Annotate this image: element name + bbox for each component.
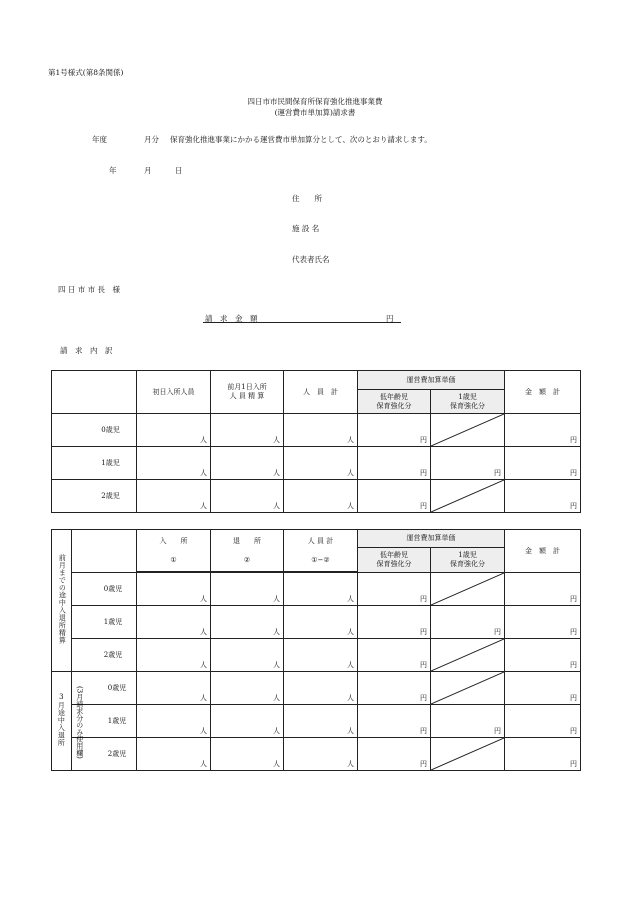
table-row (52, 447, 581, 480)
t1-row-label-2: 2歳児 (52, 480, 137, 513)
t1-amount-1[interactable]: 円 (505, 447, 581, 480)
table-row (52, 672, 581, 705)
t2-g2-amount-2[interactable]: 円 (505, 738, 581, 771)
t1-prevmonth-1[interactable]: 人 (211, 447, 284, 480)
t2-g1-one-year-2-disabled (431, 639, 505, 672)
date-day-label: 日 (175, 166, 183, 175)
form-label: 第1号様式(第8条関係) (48, 68, 124, 77)
t2-g2-one-year-1[interactable]: 円 (431, 705, 505, 738)
date-year-label: 年 (109, 166, 117, 175)
intro-month-label: 月分 (144, 135, 159, 144)
t1-col-total: 人 員 計 (284, 371, 358, 414)
t2-g2-one-year-2-disabled (431, 738, 505, 771)
table-row (52, 606, 581, 639)
representative-label: 代表者氏名 (292, 255, 330, 264)
t2-g1-amount-2[interactable]: 円 (505, 639, 581, 672)
t2-col-amount: 金 額 計 (505, 530, 581, 573)
t2-col-total: 人 員 計 ①−② (284, 530, 358, 572)
t2-group1-label: 前月までの途中入退所精算 (52, 530, 72, 672)
amount-unit: 円 (386, 314, 394, 323)
t2-g1-leave-2[interactable]: 人 (211, 639, 284, 672)
t1-total-0[interactable]: 人 (284, 414, 358, 447)
table-row (52, 573, 581, 606)
t2-g1-low-age-0[interactable]: 円 (358, 573, 431, 606)
breakdown-table-1 (51, 370, 581, 513)
t2-g2-amount-0[interactable]: 円 (505, 672, 581, 705)
addressee: 四 日 市 市 長 様 (58, 285, 121, 294)
t2-g2-total-2[interactable]: 人 (284, 738, 358, 771)
t1-initial-0[interactable]: 人 (137, 414, 211, 447)
t1-low-age-0[interactable]: 円 (358, 414, 431, 447)
t2-g2-leave-1[interactable]: 人 (211, 705, 284, 738)
table-row (52, 738, 581, 771)
t2-g1-total-1[interactable]: 人 (284, 606, 358, 639)
t2-g2-admit-2[interactable]: 人 (137, 738, 211, 771)
t2-g2-admit-0[interactable]: 人 (137, 672, 211, 705)
facility-label: 施 設 名 (292, 224, 320, 233)
intro-text: 保育強化推進事業にかかる運営費市単加算分として、次のとおり請求します。 (170, 135, 432, 144)
table-row (52, 480, 581, 513)
t2-g1-row-label-2: 2歳児 (72, 639, 137, 672)
t2-g2-leave-0[interactable]: 人 (211, 672, 284, 705)
date-month-label: 月 (144, 166, 152, 175)
t2-group2-note: (3月請求分のみ使用欄) (75, 685, 84, 759)
table-row (52, 639, 581, 672)
t1-amount-0[interactable]: 円 (505, 414, 581, 447)
t2-col-admit: 入 所 ① (137, 530, 211, 572)
t2-g1-amount-1[interactable]: 円 (505, 606, 581, 639)
table-row (52, 414, 581, 447)
t2-g1-admit-1[interactable]: 人 (137, 606, 211, 639)
t1-total-1[interactable]: 人 (284, 447, 358, 480)
t2-g2-low-age-0[interactable]: 円 (358, 672, 431, 705)
t2-g2-total-1[interactable]: 人 (284, 705, 358, 738)
breakdown-label: 請 求 内 訳 (60, 346, 113, 355)
t2-g1-admit-0[interactable]: 人 (137, 573, 211, 606)
t1-row-label-1: 1歳児 (52, 447, 137, 480)
t1-corner-cell (52, 371, 137, 414)
intro-year-label: 年度 (92, 135, 107, 144)
t1-col-amount: 金 額 計 (505, 371, 581, 414)
t1-total-2[interactable]: 人 (284, 480, 358, 513)
t1-initial-2[interactable]: 人 (137, 480, 211, 513)
t2-group2-label: 3月途中入退所 (52, 672, 72, 771)
document-title-line2: (運営費市単加算)請求書 (274, 108, 356, 117)
t1-row-label-0: 0歳児 (52, 414, 137, 447)
t1-col-low-age: 低年齢児 保育強化分 (358, 390, 431, 414)
t2-col-leave: 退 所 ② (211, 530, 284, 572)
table-row (52, 705, 581, 738)
t1-col-initial: 初日入所人員 (137, 371, 211, 414)
t2-g2-row-label-2: 2歳児 (72, 738, 137, 771)
t1-prevmonth-0[interactable]: 人 (211, 414, 284, 447)
t1-one-year-1[interactable]: 円 (431, 447, 505, 480)
t2-col-unit-price: 運営費加算単価 (358, 530, 505, 548)
t2-g2-total-0[interactable]: 人 (284, 672, 358, 705)
t1-initial-1[interactable]: 人 (137, 447, 211, 480)
t2-g1-admit-2[interactable]: 人 (137, 639, 211, 672)
t2-g1-one-year-1[interactable]: 円 (431, 606, 505, 639)
t2-g2-amount-1[interactable]: 円 (505, 705, 581, 738)
address-label: 住 所 (292, 194, 322, 203)
t1-col-unit-price: 運営費加算単価 (358, 371, 505, 390)
t2-g1-row-label-1: 1歳児 (72, 606, 137, 639)
t2-col-low-age: 低年齢児 保育強化分 (358, 548, 431, 573)
t2-g2-one-year-0-disabled (431, 672, 505, 705)
t2-g1-total-2[interactable]: 人 (284, 639, 358, 672)
t2-g1-total-0[interactable]: 人 (284, 573, 358, 606)
document-title-line1: 四日市市民間保育所保育強化推進事業費 (247, 97, 383, 106)
t1-col-prevmonth: 前月1日入所 人 員 精 算 (211, 371, 284, 414)
t2-g1-amount-0[interactable]: 円 (505, 573, 581, 606)
breakdown-table-2 (51, 529, 581, 771)
t2-g1-low-age-1[interactable]: 円 (358, 606, 431, 639)
t1-prevmonth-2[interactable]: 人 (211, 480, 284, 513)
t2-g1-leave-1[interactable]: 人 (211, 606, 284, 639)
t2-g2-row-label-1: 1歳児 (72, 705, 137, 738)
t2-g2-leave-2[interactable]: 人 (211, 738, 284, 771)
t2-g1-low-age-2[interactable]: 円 (358, 639, 431, 672)
t1-amount-2[interactable]: 円 (505, 480, 581, 513)
t1-one-year-2-disabled (431, 480, 505, 513)
t2-g1-leave-0[interactable]: 人 (211, 573, 284, 606)
t2-g2-low-age-1[interactable]: 円 (358, 705, 431, 738)
t2-g2-admit-1[interactable]: 人 (137, 705, 211, 738)
t2-corner-cell (72, 530, 137, 573)
t2-g1-row-label-0: 0歳児 (72, 573, 137, 606)
t1-one-year-0-disabled (431, 414, 505, 447)
t2-g2-low-age-2[interactable]: 円 (358, 738, 431, 771)
t1-low-age-2[interactable]: 円 (358, 480, 431, 513)
t2-col-one-year: 1歳児 保育強化分 (431, 548, 505, 573)
t1-low-age-1[interactable]: 円 (358, 447, 431, 480)
t2-g1-one-year-0-disabled (431, 573, 505, 606)
t2-g2-row-label-0: (3月請求分のみ使用欄) 0歳児 (72, 672, 137, 705)
amount-underline (203, 322, 401, 323)
amount-label: 請 求 金 額 (205, 314, 258, 323)
t1-col-one-year: 1歳児 保育強化分 (431, 390, 505, 414)
